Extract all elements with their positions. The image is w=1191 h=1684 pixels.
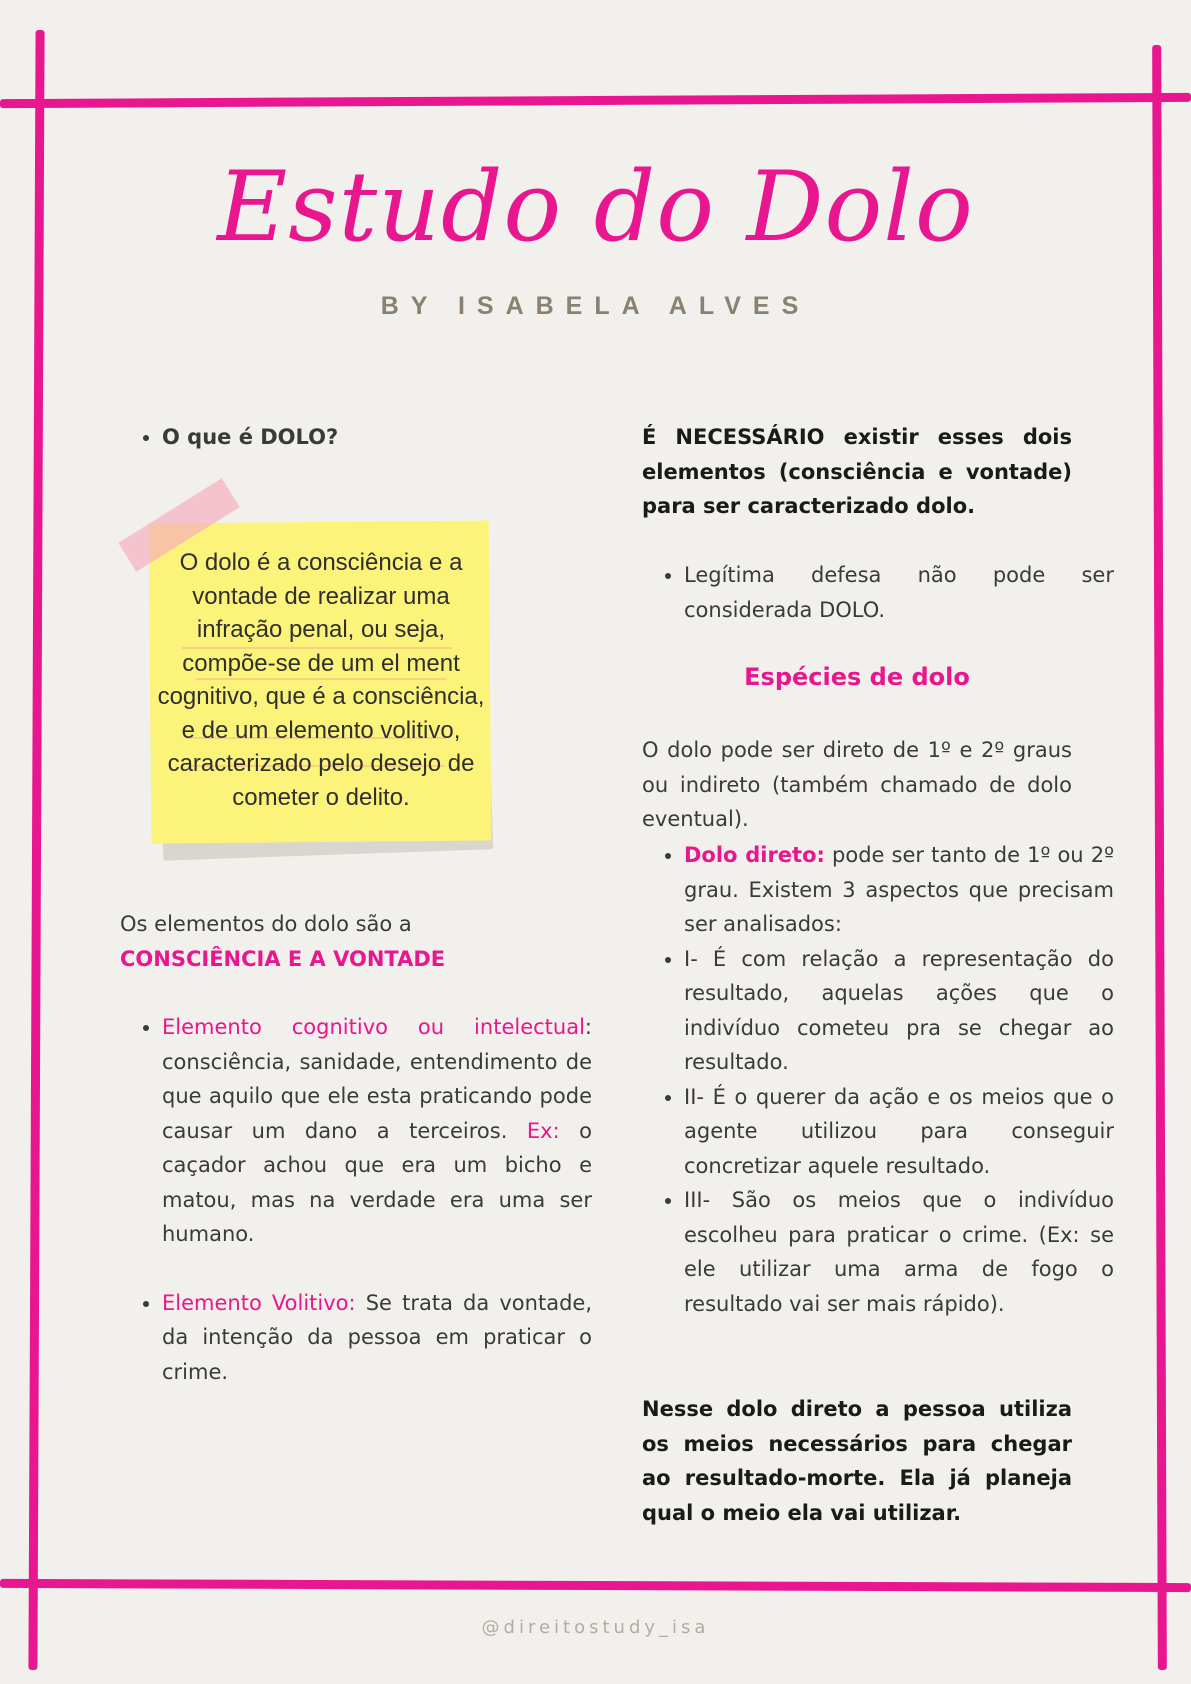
section-title: Espécies de dolo [744, 663, 970, 691]
question-list [120, 420, 592, 455]
page-subtitle: BY ISABELA ALVES [380, 292, 811, 320]
elements-intro [120, 907, 550, 976]
list-item: • II- É o querer da ação e os meios que o agente utilizou para conseguir concretizar aquele resultado. [684, 1080, 1114, 1184]
especies-list [642, 838, 1114, 1321]
list-item: • Elemento Volitivo: Se trata da vontade, da intenção da pessoa em praticar o crime. [162, 1286, 592, 1390]
frame-bottom-border [0, 1579, 1191, 1592]
list-item: • III- São os meios que o indivíduo escolheu para praticar o crime. (Ex: se ele utilizar uma arma de fogo o resultado vai ser mais rápido). [684, 1183, 1114, 1321]
frame-left-border [28, 30, 44, 1670]
list-item: • Legítima defesa não pode ser considerada DOLO. [684, 558, 1114, 627]
element-label: Elemento cognitivo ou intelectual [162, 1015, 585, 1039]
footer-handle: @direitostudy_isa [481, 1617, 710, 1638]
dolo-direto-label: Dolo direto: [684, 843, 825, 867]
list-item: • I- É com relação a representação do resultado, aquelas ações que o indivíduo cometeu pra se chegar ao resultado. [684, 942, 1114, 1080]
elements-intro-text: Os elementos do dolo são a [120, 912, 412, 936]
question-item: • O que é DOLO? [162, 420, 592, 455]
list-item: • Dolo direto: pode ser tanto de 1º ou 2º grau. Existem 3 aspectos que precisam ser analisados: [684, 838, 1114, 942]
elements-list [120, 1010, 592, 1389]
legit-list [642, 558, 1114, 627]
list-item: • Elemento cognitivo ou intelectual: consciência, sanidade, entendimento de que aquilo que ele esta praticando pode causar um dano a terceiros. Ex: o caçador achou que era um bicho e matou, mas na verdade era uma ser humano. [162, 1010, 592, 1252]
necessary-heading: É NECESSÁRIO existir esses dois elementos (consciência e vontade) para ser caracterizado dolo. [642, 425, 1072, 518]
page-title: Estudo do Dolo [217, 151, 974, 263]
especies-intro: O dolo pode ser direto de 1º e 2º graus ou indireto (também chamado de dolo eventual). [642, 738, 1072, 831]
example-label: Ex: [526, 1118, 560, 1143]
frame-top-border [0, 93, 1191, 108]
sticky-note-text: O dolo é a consciência e a vontade de realizar uma infração penal, ou seja, compõe-se de um el ment cognitivo, que é a consciência, e de um elemento volitivo, caracterizado pelo desejo de cometer o delito. [157, 549, 485, 811]
frame-right-border [1152, 45, 1167, 1670]
final-paragraph: Nesse dolo direto a pessoa utiliza os meios necessários para chegar ao resultado-morte. Ela já planeja qual o meio ela vai utilizar. [642, 1397, 1072, 1525]
element-label: Elemento Volitivo: [162, 1290, 356, 1315]
elements-highlight: CONSCIÊNCIA E A VONTADE [120, 946, 446, 971]
